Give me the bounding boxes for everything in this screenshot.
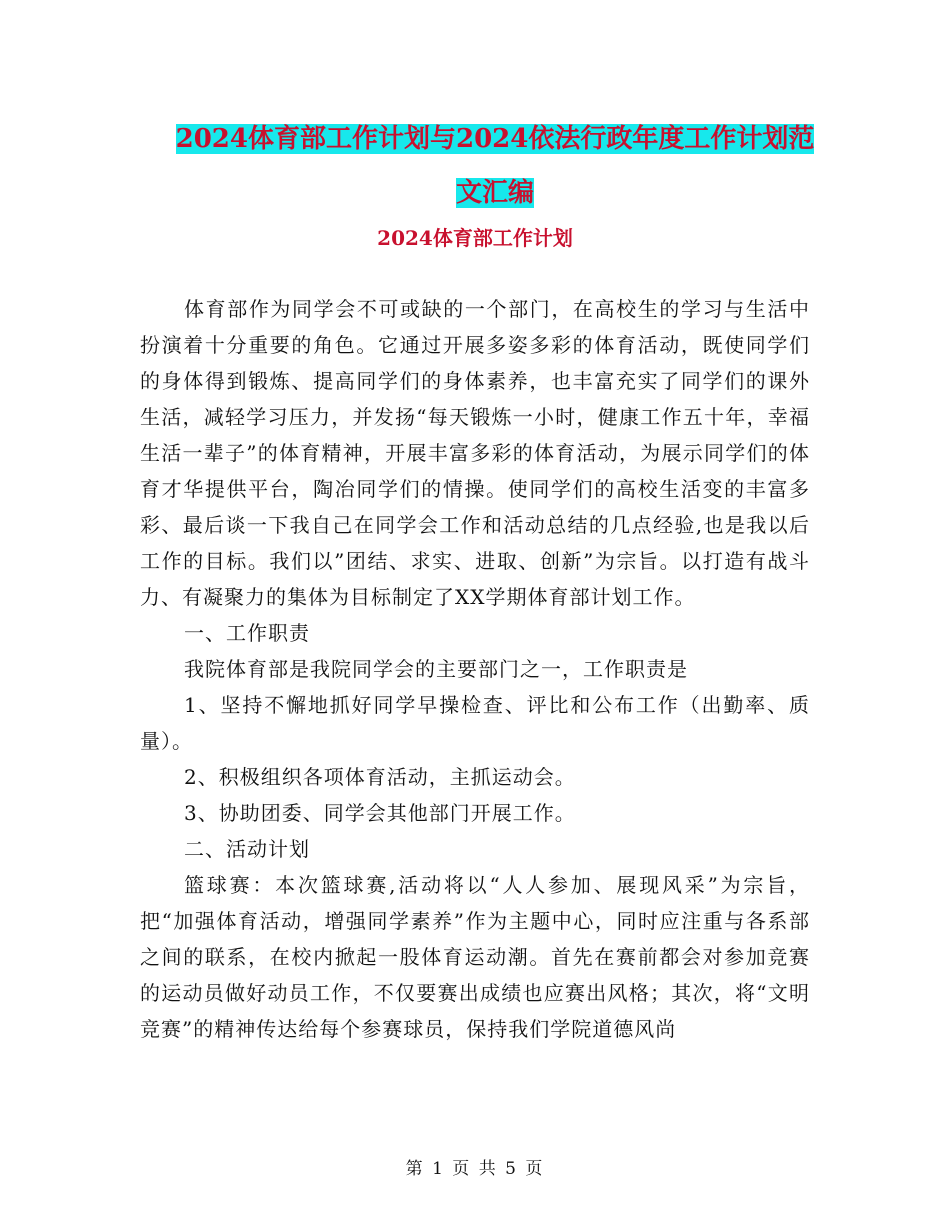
duty-item-3: 3、协助团委、同学会其他部门开展工作。: [184, 801, 576, 825]
document-title-line-2: 文汇编: [455, 178, 534, 208]
document-title-line-1: 2024体育部工作计划与2024依法行政年度工作计划范: [175, 124, 815, 154]
page-number-footer: 第 1 页 共 5 页: [405, 1159, 545, 1179]
basketball-paragraph: 篮球赛：本次篮球赛,活动将以“人人参加、展现风采”为宗旨，把“加强体育活动，增强同学素养”作为主题中心，同时应注重与各系部之间的联系，在校内掀起一股体育运动潮。首先在赛前都会对参加竞赛的运动员做好动员工作，不仅要赛出成绩也应赛出风格；其次，将“文明竞赛”的精神传达给每个参赛球员，保持我们学院道德风尚: [140, 873, 810, 1041]
document-body: [140, 291, 810, 1047]
duty-item-1: 1、坚持不懈地抓好同学早操检查、评比和公布工作（出勤率、质量）。: [140, 693, 810, 753]
duty-item-2: 2、积极组织各项体育活动，主抓运动会。: [184, 765, 576, 789]
section-title: 2024体育部工作计划: [377, 226, 573, 250]
heading-work-duties: 一、工作职责: [184, 621, 310, 645]
intro-paragraph: 体育部作为同学会不可或缺的一个部门，在高校生的学习与生活中扮演着十分重要的角色。它通过开展多姿多彩的体育活动，既使同学们的身体得到锻炼、提高同学们的身体素养，也丰富充实了同学们的课外生活，减轻学习压力，并发扬“每天锻炼一小时，健康工作五十年，幸福生活一辈子”的体育精神，开展丰富多彩的体育活动，为展示同学们的体育才华提供平台，陶冶同学们的情操。使同学们的高校生活变的丰富多彩、最后谈一下我自己在同学会工作和活动总结的几点经验,也是我以后工作的目标。我们以”团结、求实、进取、创新”为宗旨。以打造有战斗力、有凝聚力的集体为目标制定了XX学期体育部计划工作。: [140, 297, 810, 609]
heading-activity-plan: 二、活动计划: [184, 837, 310, 861]
document-title: [140, 112, 850, 220]
duties-intro: 我院体育部是我院同学会的主要部门之一，工作职责是: [184, 657, 688, 681]
